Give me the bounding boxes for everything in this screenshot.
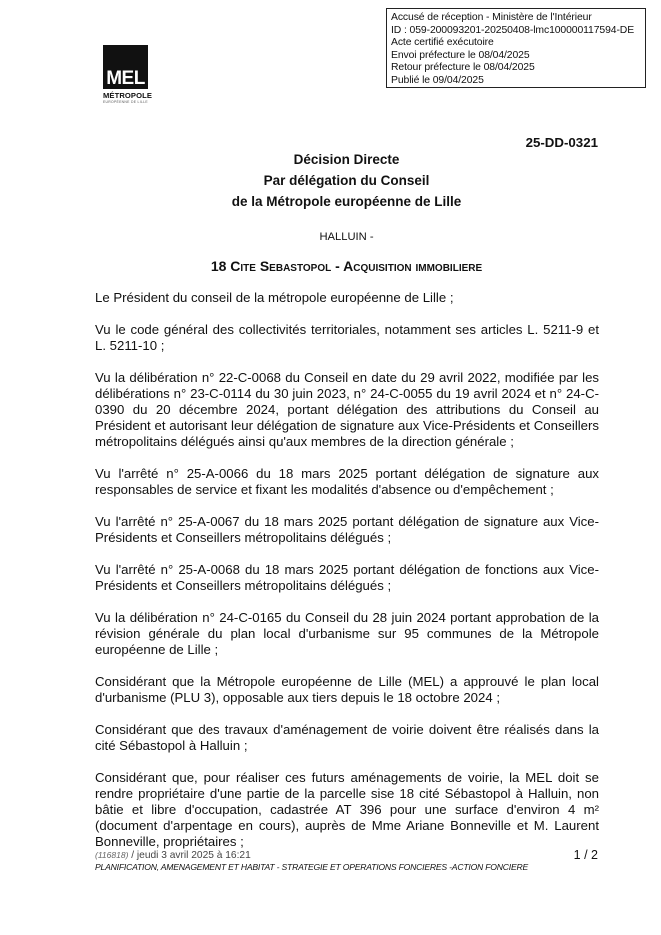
stamp-line: Retour préfecture le 08/04/2025: [391, 62, 535, 74]
commune-label: HALLUIN -: [319, 231, 374, 243]
body-paragraph: Le Président du conseil de la métropole européenne de Lille ;: [95, 290, 454, 305]
title-line: Par délégation du Conseil: [263, 173, 430, 188]
body-paragraph: Vu la délibération n° 24-C-0165 du Conseil du 28 juin 2024 portant approbation de la révision générale du plan local d'urbanisme sur 95 communes de la Métropole européenne de Lille ;: [95, 610, 599, 657]
stamp-line: ID : 059-200093201-20250408-lmc100000117594-DE: [391, 24, 635, 36]
body-paragraph: Vu l'arrêté n° 25-A-0067 du 18 mars 2025 portant délégation de signature aux Vice-Présidents et Conseillers métropolitains délégués ;: [95, 514, 599, 545]
body-paragraph: Vu la délibération n° 22-C-0068 du Conseil en date du 29 avril 2022, modifiée par les délibérations n° 23-C-0114 du 30 juin 2023, n° 24-C-0055 du 19 avril 2024 et n° 24-C-0390 du 20 décembre 2024, portant délégation des attributions du Conseil au Président et autorisant leur délégation de signature aux Vice-Présidents et Conseillers métropolitains délégués ainsi qu'aux membres de la direction générale ;: [95, 370, 599, 449]
logo-mark: [103, 45, 148, 89]
page-number: 1 / 2: [573, 848, 598, 862]
document-body: [95, 290, 599, 866]
stamp-line: Accusé de réception - Ministère de l'Intérieur: [391, 12, 592, 23]
logo-mark-text: MEL: [106, 68, 145, 89]
logo-subname: EUROPÉENNE DE LILLE: [103, 100, 148, 104]
document-number: 25-DD-0321: [525, 135, 598, 150]
mel-logo: [103, 45, 152, 105]
body-paragraph: Vu l'arrêté n° 25-A-0066 du 18 mars 2025 portant délégation de signature aux responsables de service et fixant les modalités d'absence ou d'empêchement ;: [95, 466, 599, 497]
footer-department: PLANIFICATION, AMENAGEMENT ET HABITAT - STRATEGIE ET OPERATIONS FONCIERES -ACTION FONCIERE: [95, 862, 529, 872]
body-paragraph: Considérant que, pour réaliser ces futurs aménagements de voirie, la MEL doit se rendre propriétaire d'une partie de la parcelle sise 18 cité Sébastopol à Halluin, non bâtie et libre d'occupation, cadastrée AT 396 pour une surface d'environ 4 m² (document d'arpentage en cours), auprès de Mme Ariane Bonneville et M. Laurent Bonneville, propriétaires ;: [95, 770, 599, 849]
body-paragraph: Considérant que des travaux d'aménagement de voirie doivent être réalisés dans la cité Sébastopol à Halluin ;: [95, 722, 599, 753]
body-paragraph: Considérant que la Métropole européenne de Lille (MEL) a approuvé le plan local d'urbanisme (PLU 3), opposable aux tiers depuis le 18 octobre 2024 ;: [95, 674, 599, 705]
footer-ref: (116818): [95, 850, 129, 860]
logo-name: MÉTROPOLE: [103, 91, 152, 100]
body-paragraph: Vu le code général des collectivités territoriales, notamment ses articles L. 5211-9 et L. 5211-10 ;: [95, 322, 599, 353]
document-subject: 18 Cite Sebastopol - Acquisition immobiliere: [210, 258, 483, 274]
footer-meta: [95, 850, 251, 862]
document-title: [95, 149, 598, 212]
title-line: Décision Directe: [293, 152, 400, 167]
reception-stamp: [386, 8, 646, 88]
stamp-line: Acte certifié exécutoire: [391, 37, 494, 49]
body-paragraph: Vu l'arrêté n° 25-A-0068 du 18 mars 2025 portant délégation de fonctions aux Vice-Présidents et Conseillers métropolitains délégués ;: [95, 562, 599, 593]
stamp-line: Publié le 09/04/2025: [391, 74, 484, 86]
footer-date: / jeudi 3 avril 2025 à 16:21: [128, 850, 251, 861]
stamp-line: Envoi préfecture le 08/04/2025: [391, 49, 530, 61]
title-line: de la Métropole européenne de Lille: [231, 194, 462, 209]
